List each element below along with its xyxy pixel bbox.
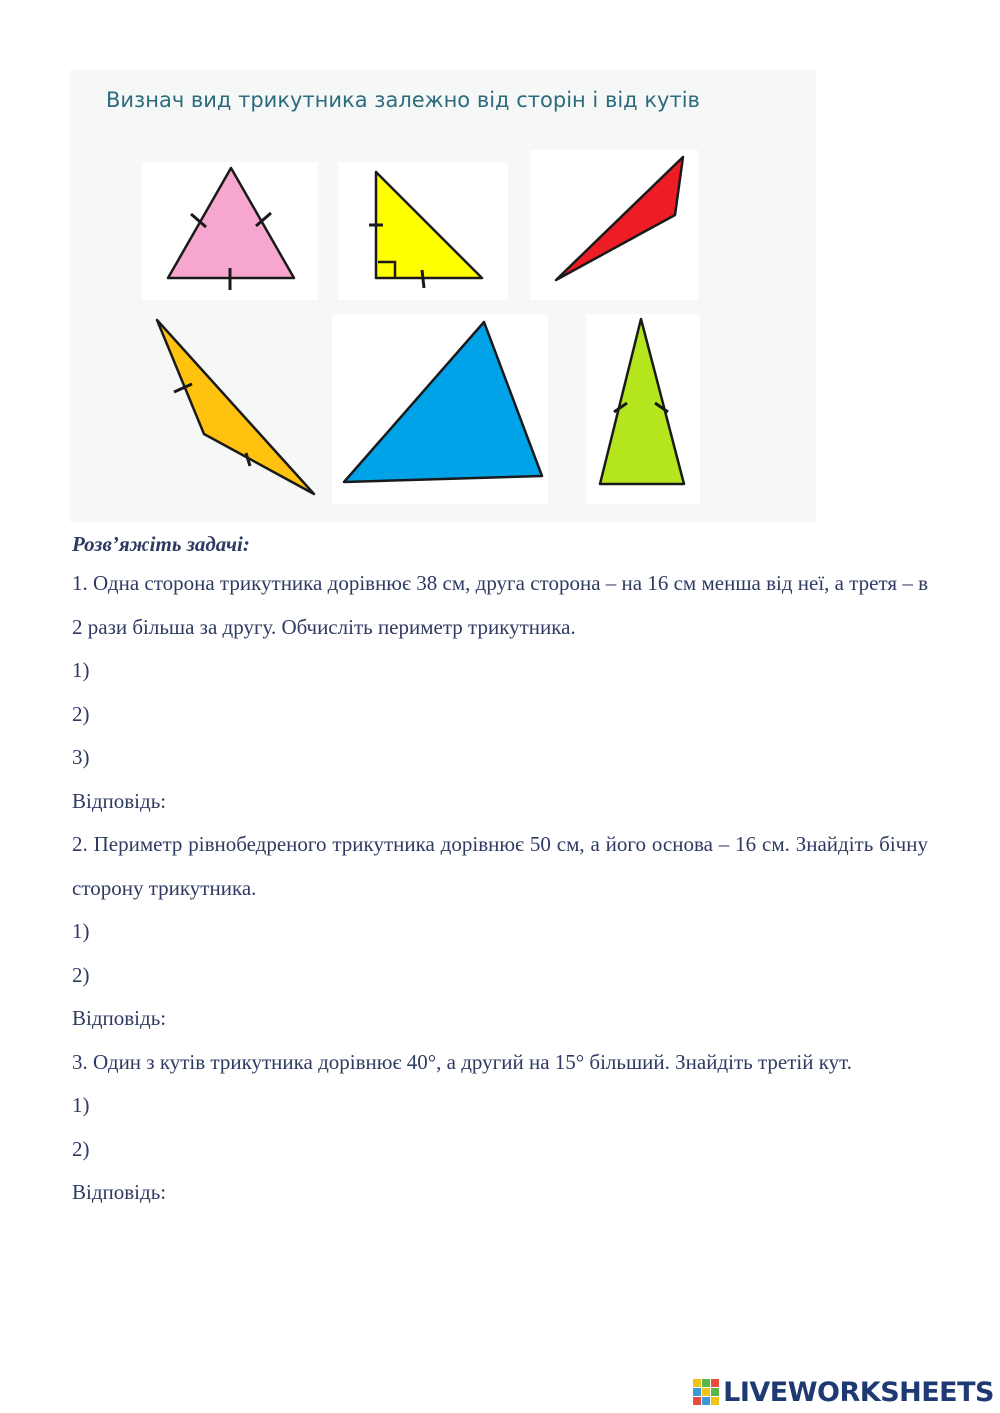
liveworksheets-logo-icon bbox=[693, 1379, 719, 1405]
task-2-step-1: 1) bbox=[72, 919, 90, 943]
task-2-step-2: 2) bbox=[72, 962, 90, 987]
task-3-step-1: 1) bbox=[72, 1093, 90, 1117]
red-obtuse-triangle bbox=[556, 157, 683, 280]
task-1-step-3: 3) bbox=[72, 745, 90, 769]
triangles-drawing bbox=[70, 70, 816, 522]
task-1-answer-label: Відповідь: bbox=[72, 788, 167, 813]
tick-mark bbox=[422, 270, 424, 288]
task-1 bbox=[72, 562, 928, 823]
orange-isosceles-obtuse-triangle bbox=[157, 320, 314, 494]
logo-square bbox=[693, 1397, 701, 1405]
logo-square bbox=[693, 1379, 701, 1387]
triangles-figure bbox=[70, 70, 816, 522]
task-2-answer-label: Відповідь: bbox=[72, 1006, 167, 1030]
logo-square bbox=[711, 1388, 719, 1396]
task-1-text: 1. Одна сторона трикутника дорівнює 38 см, друга сторона – на 16 см менша від неї, а третя – в 2 рази більша за другу. Обчисліть периметр трикутника. bbox=[72, 571, 928, 639]
task-3-answer-label: Відповідь: bbox=[72, 1180, 167, 1204]
task-2 bbox=[72, 823, 928, 1041]
logo-square bbox=[711, 1379, 719, 1387]
task-2-text: 2. Периметр рівнобедреного трикутника дорівнює 50 см, а його основа – 16 см. Знайдіть бічну сторону трикутника. bbox=[72, 832, 928, 900]
task-3-step-2: 2) bbox=[72, 1136, 90, 1161]
brand-text: LIVEWORKSHEETS bbox=[723, 1376, 994, 1408]
green-isosceles-triangle bbox=[600, 319, 684, 484]
task-3 bbox=[72, 1041, 928, 1215]
task-1-step-1: 1) bbox=[72, 658, 90, 682]
logo-square bbox=[693, 1388, 701, 1396]
tasks-heading: Розв’яжіть задачі: bbox=[72, 532, 250, 556]
tasks-section bbox=[72, 562, 928, 1215]
task-3-text: 3. Один з кутів трикутника дорівнює 40°, а другий на 15° більший. Знайдіть третій кут. bbox=[72, 1049, 852, 1074]
blue-acute-triangle bbox=[344, 322, 542, 482]
logo-square bbox=[702, 1379, 710, 1387]
logo-square bbox=[702, 1388, 710, 1396]
liveworksheets-brand[interactable] bbox=[693, 1376, 994, 1408]
logo-square bbox=[702, 1397, 710, 1405]
figure-title: Визнач вид трикутника залежно від сторін і від кутів bbox=[106, 88, 700, 112]
pink-equilateral-triangle bbox=[168, 168, 294, 278]
task-1-step-2: 2) bbox=[72, 701, 90, 726]
logo-square bbox=[711, 1397, 719, 1405]
